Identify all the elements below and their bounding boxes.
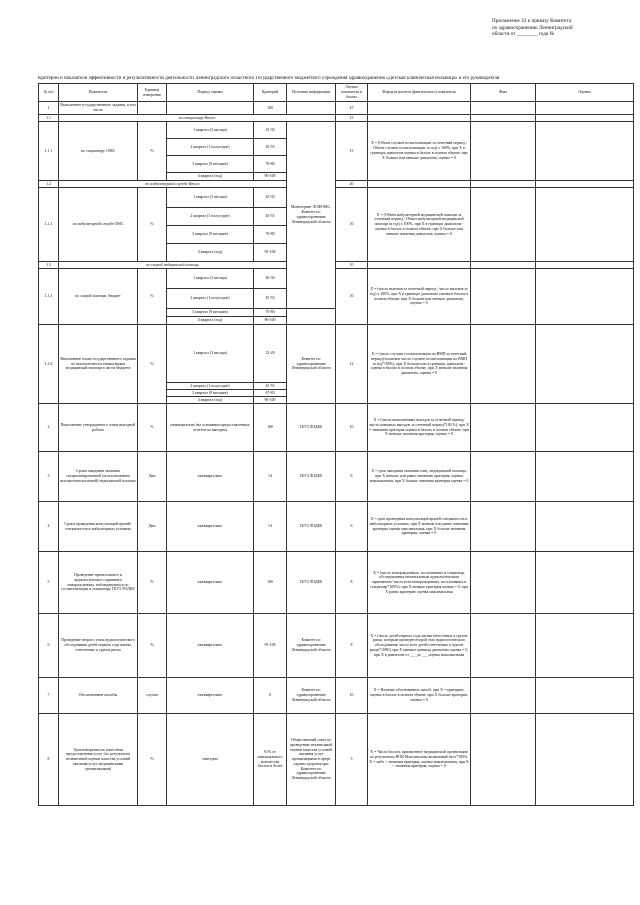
column-header: Источник информации [287, 84, 336, 102]
table-row [39, 678, 634, 714]
section-row [39, 181, 634, 188]
document-title: Критерии и показатели эффективности и результативности деятельности Ленинградского областного Государственного бюджетного учреждения здравоохранения «Детская клиническая больница» и его руководителя [38, 76, 500, 81]
cell-period: ежеквартально [167, 452, 254, 502]
cell-period: ежеквартально [167, 552, 254, 614]
cell-criterion: 95-100 [254, 614, 287, 678]
cell-indicator: Удовлетворенность качеством предоставления услуг (по результатам независимой оценки качества условий оказания услуг медицинскими организациями) [59, 714, 138, 806]
cell-criterion: 45-55 [254, 289, 287, 309]
cell-unit: случаи [138, 678, 167, 714]
cell-num: 1 [39, 102, 59, 115]
cell-period: 4 квартал (год) [167, 397, 254, 404]
cell-period: 1 квартал (3 месяца) [167, 269, 254, 289]
cell-period: 2 квартал (1 полугодие) [167, 139, 254, 156]
cell-criterion: 100 [254, 552, 287, 614]
column-header: Критерий [254, 84, 287, 102]
cell-period: ежеквартально (на основании предоставленных отчетов по выездам) [167, 404, 254, 452]
cell-score: 6 [336, 452, 368, 502]
cell-score: 3 [336, 714, 368, 806]
cell-score: 8 [336, 552, 368, 614]
cell-score: 12 [336, 325, 368, 404]
cell-criterion: 45-55 [254, 383, 287, 390]
cell-criterion: 14 [254, 502, 287, 552]
cell-period: 3 квартал (9 месяцев) [167, 226, 254, 244]
cell-score: 10 [336, 269, 368, 325]
cell-source: ГБУЗ ЛОДКБ [287, 404, 336, 452]
table-row [39, 102, 634, 115]
table-row [39, 269, 634, 289]
cell-criterion: 70-80 [254, 156, 287, 173]
cell-period: 1 квартал (3 месяца) [167, 188, 254, 208]
cell-indicator: Выполнение государственного задания, в том числе [59, 102, 138, 115]
cell-formula: X = (число детей первого года жизни отнесенных к группе риска, которым проведен второй этап аудиологического обследования/ число всех детей отнесенных к группе риска*100%) при X меньше границы диапазона оценка = 0, при X в диапазоне от ___ до ___ оценка максимальная [368, 614, 471, 678]
cell-score: 8 [336, 614, 368, 678]
cell-num: 7 [39, 678, 59, 714]
cell-num: 3 [39, 452, 59, 502]
column-header: Показатель [59, 84, 138, 102]
table-row [39, 552, 634, 614]
criteria-table [38, 83, 634, 806]
cell-criterion: 100 [254, 404, 287, 452]
cell-indicator: Выполнение плана государственного задания по высокотехнологичным видам медицинской помощи в части бюджета [59, 325, 138, 404]
cell-source: ГБУЗ ЛОДКБ [287, 552, 336, 614]
cell-period: 3 квартал (9 месяцев) [167, 309, 254, 317]
table-row [39, 502, 634, 552]
cell-unit: % [138, 325, 167, 404]
cell-criterion: 90-100 [254, 397, 287, 404]
cell-criterion: 91% от максимального количества баллов и более [254, 714, 287, 806]
cell-source: ГБУЗ ЛОДКБ [287, 502, 336, 552]
cell-criterion: 90-100 [254, 317, 287, 325]
cell-score: 15 [336, 115, 368, 122]
table-row [39, 404, 634, 452]
cell-period: ежеквартально [167, 678, 254, 714]
header-note-line: Приложение 33 к приказу Комитета [492, 18, 572, 24]
cell-num: 6 [39, 614, 59, 678]
cell-score: 10 [336, 262, 368, 269]
cell-num: 2 [39, 404, 59, 452]
cell-indicator: Проведение второго этапа аудиологического обследования детей первого года жизни, отнесенных к группе риска [59, 614, 138, 678]
cell-indicator: по стационару, ОМС [59, 122, 138, 181]
cell-unit: Дни [138, 502, 167, 552]
cell-unit: % [138, 614, 167, 678]
cell-period: 4 квартал (год) [167, 173, 254, 181]
cell-indicator: по амбулаторной службе ОМС [59, 188, 138, 262]
cell-num: 1.1 [39, 115, 59, 122]
cell-criterion: 14 [254, 452, 287, 502]
cell-section-name: по стационару Итого [59, 115, 336, 122]
cell-indicator: Выполнение утвержденного плана выездной работы [59, 404, 138, 452]
cell-unit: % [138, 122, 167, 181]
cell-unit: % [138, 188, 167, 262]
cell-formula: X = (число случаев госпитализации по ВМП за отчетный период)/плановое число случаев госпитализации по ВМП за год*100%), при X больше или в границах диапазона - оценка в баллах в полном объеме, при X меньше значения диапазона, оценка = 0 [368, 325, 471, 404]
cell-criterion: 45-55 [254, 208, 287, 226]
cell-score: 6 [336, 502, 368, 552]
cell-unit: Дни [138, 452, 167, 502]
cell-criterion: 95-100 [254, 244, 287, 262]
cell-period: 3 квартал (9 месяцев) [167, 156, 254, 173]
cell-section-name: по скорой медицинской помощи [59, 262, 287, 269]
cell-source: Мониторинг ЛОФОМС, Комитет по здравоохранению Ленинградской области [287, 122, 336, 309]
cell-source: Комитет по здравоохранению Ленинградской области [287, 678, 336, 714]
cell-criterion: 100 [254, 102, 287, 115]
cell-formula: X = (число новорожденных, поступивших в стационар, обследованных неонатальным аудиологическим скринингом/ число всех новорожденных, поступивших в стационар*100%), при X меньше критерия оценка = 0, при X равно критерию оценка максимальная [368, 552, 471, 614]
cell-formula: X = (Объем амбулаторной медицинской помощи за отчетный период / Объем амбулаторной медицинской помощи за год) х 100%, при X в границах диапазона - оценка в баллах в полном объеме, при X больше или меньше значения диапазона, оценка = 0 [368, 188, 471, 262]
cell-score: 15 [336, 122, 368, 181]
cell-formula: X = (число вызовов за отчетный период / число вызовов за год) х 100%, при X в границах диапазона оценка в баллах в полном объеме, при X больше или меньше диапазона, оценка = 0 [368, 269, 471, 325]
cell-source: Комитет по здравоохранению Ленинградской области [287, 325, 336, 404]
cell-unit: % [138, 714, 167, 806]
cell-num: 8 [39, 714, 59, 806]
cell-score: 10 [336, 404, 368, 452]
cell-criterion: 70-80 [254, 226, 287, 244]
cell-num: 1.2 [39, 181, 59, 188]
cell-unit: % [138, 552, 167, 614]
cell-period: 4 квартал (год) [167, 244, 254, 262]
header-note [492, 18, 622, 38]
cell-num: 5 [39, 552, 59, 614]
table-row [39, 325, 634, 383]
cell-formula: X = (Объем случаев госпитализации за отчетный период / Объем случаев госпитализации за год) х 100%, при X в границах диапазона оценка в баллах в полном объеме, при X больше или меньше диапазона, оценка = 0 [368, 122, 471, 181]
cell-source: Комитет по здравоохранению Ленинградской области [287, 614, 336, 678]
cell-period: 1 квартал (3 месяца) [167, 122, 254, 139]
cell-num: 1.3.2 [39, 325, 59, 404]
cell-score: 10 [336, 188, 368, 262]
cell-score: 47 [336, 102, 368, 115]
table-row [39, 188, 634, 208]
cell-indicator: Сроки ожидания оказания специализированной (за исключением высокотехнологичной) медицинской помощи [59, 452, 138, 502]
column-header: Оценка показателя в баллах [336, 84, 368, 102]
cell-period: 3 квартал (9 месяцев) [167, 390, 254, 397]
column-header: Факт [471, 84, 536, 102]
cell-num: 1.3 [39, 262, 59, 269]
cell-score: 20 [336, 181, 368, 188]
column-header: Формула расчета (фактического) показателя [368, 84, 471, 102]
cell-unit: % [138, 404, 167, 452]
column-header: Период оценки [167, 84, 254, 102]
section-row [39, 115, 634, 122]
cell-indicator: Проведение пренатального и аудиологического скрининга новорожденных, наблюдающихся по госпитализации и стационару ГБУЗ ЛОДКБ [59, 552, 138, 614]
cell-criterion: 67-83 [254, 390, 287, 397]
cell-indicator: по скорой помощи, бюджет [59, 269, 138, 325]
table-row [39, 614, 634, 678]
cell-period: 2 квартал (1 полугодие) [167, 289, 254, 309]
cell-score: 10 [336, 678, 368, 714]
cell-criterion: 25-30 [254, 188, 287, 208]
cell-source: ГБУЗ ЛОДКБ [287, 452, 336, 502]
cell-formula: X = срок проведения консультаций врачей-специалистов в амбулаторных условиях, при X меньше или равно значению критерия оценка максимальная, при X больше значения критерия, оценка = 0 [368, 502, 471, 552]
cell-num: 4 [39, 502, 59, 552]
cell-period: 2 квартал (1 полугодие) [167, 383, 254, 390]
cell-criterion: 25-30 [254, 122, 287, 139]
cell-period: ежеквартально [167, 502, 254, 552]
header-note-line: по здравоохранению Ленинградской [492, 24, 573, 31]
table-row [39, 714, 634, 806]
cell-formula: X = срок ожидания оказания спец. медицинской помощи, при X меньше или равно значению критерия, оценка максимальная, при X больше значения критерия оценка = 0 [368, 452, 471, 502]
cell-criterion: 70-80 [254, 309, 287, 317]
cell-unit: % [138, 269, 167, 325]
cell-formula: X = (число выполненных выездов за отчетный период/число плановых выездов за отчетный период*100 %), при X = значению критерия оценка в баллах в полном объеме, при X меньше значения критерия, оценка = 0 [368, 404, 471, 452]
section-row [39, 262, 634, 269]
table-header-row [39, 84, 634, 102]
cell-period: 1 квартал (3 месяца) [167, 325, 254, 383]
cell-formula: X = Число баллов, присвоенное медицинской организации по результатам НОК/Максимально возможный балл*100%. X = либо > значения критерия, оценка максимальная, при X < значения критерия, оценка = 0 [368, 714, 471, 806]
column-header: Единица измерения [138, 84, 167, 102]
column-header: № п/п [39, 84, 59, 102]
cell-period: ежеквартально [167, 614, 254, 678]
table-row [39, 122, 634, 139]
column-header: Оценка [536, 84, 634, 102]
cell-num: 1.3.1 [39, 269, 59, 325]
cell-formula: X = Наличие обоснованных жалоб, при X = критерию, оценка в баллах в полном объеме, при X больше критерия, оценка = 0 [368, 678, 471, 714]
cell-indicator: Обоснованные жалобы [59, 678, 138, 714]
cell-period: ежегодно [167, 714, 254, 806]
cell-criterion: 45-55 [254, 139, 287, 156]
cell-criterion: 90-100 [254, 173, 287, 181]
header-note-line: области от ________ года № [492, 31, 555, 38]
cell-num: 1.1.1 [39, 122, 59, 181]
cell-criterion: 20-30 [254, 269, 287, 289]
cell-criterion: 0 [254, 678, 287, 714]
cell-num: 1.2.1 [39, 188, 59, 262]
cell-criterion: 22-28 [254, 325, 287, 383]
cell-indicator: Сроки проведения консультаций врачей-специалистов в амбулаторных условиях [59, 502, 138, 552]
table-row [39, 452, 634, 502]
cell-source: Общественный совет по проведению независимой оценки качества условий оказания услуг организациями в сфере охраны здоровья при Комитете по здравоохранению Ленинградской области [287, 714, 336, 806]
cell-section-name: по амбулаторной службе Итого [59, 181, 287, 188]
cell-period: 4 квартал (год) [167, 317, 254, 325]
cell-period: 2 квартал (1 полугодие) [167, 208, 254, 226]
